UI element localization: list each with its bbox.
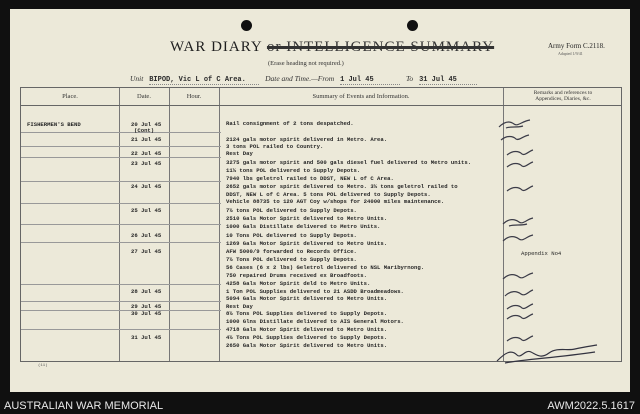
summary-line: Vehicle 88735 to 120 AGT Coy w/shops for 24000 miles maintenance. bbox=[226, 198, 445, 205]
summary-line: Rest Day bbox=[226, 303, 253, 310]
column-header-remarks: Remarks and references to Appendices, Diaries, &c. bbox=[533, 90, 593, 102]
army-form-note: Adapted 1/9/41 bbox=[558, 51, 583, 56]
unit-line bbox=[130, 74, 477, 85]
initial-mark-icon bbox=[501, 271, 535, 283]
date-entry: 20 Jul 45 bbox=[131, 121, 162, 128]
credit-institution: AUSTRALIAN WAR MEMORIAL bbox=[4, 400, 164, 412]
date-entry: 23 Jul 45 bbox=[131, 160, 162, 167]
summary-line: 1000 Gals Distillate delivered to Metro Units. bbox=[226, 223, 381, 230]
summary-line: 1 Ton POL Supplies delivered to 21 ASDD Broadmeadows. bbox=[226, 288, 404, 295]
summary-line: 4½ Tons POL Supplies delivered to Supply Depots. bbox=[226, 334, 388, 341]
date-entry: 28 Jul 45 bbox=[131, 288, 162, 295]
title-main: WAR DIARY bbox=[170, 39, 263, 55]
punch-hole-left bbox=[241, 20, 252, 31]
initial-mark-icon bbox=[501, 216, 535, 228]
diary-table bbox=[20, 87, 622, 362]
summary-line: 2652 gals motor spirit delivered to Metro. 3½ tons geletrol railed to bbox=[226, 183, 458, 190]
summary-line: 1000 Glns Distillate delivered to AIS General Motors. bbox=[226, 318, 404, 325]
date-entry: 29 Jul 45 bbox=[131, 303, 162, 310]
date-time-label: Date and Time.—From bbox=[265, 74, 335, 83]
summary-line: 2510 Gals Motor Spirit delivered to Metro Units. bbox=[226, 215, 388, 222]
initial-mark-icon bbox=[503, 288, 535, 300]
initial-mark-icon bbox=[505, 312, 535, 322]
summary-line: 7½ Tons POL delivered to Supply Depots. bbox=[226, 256, 357, 263]
summary-line: AFW 5000/9 forwarded to Records Office. bbox=[226, 248, 357, 255]
initial-mark-icon bbox=[505, 148, 535, 159]
summary-line: 2650 Gals Motor Spirit delivered to Metro Units. bbox=[226, 342, 388, 349]
date-entry: 22 Jul 45 bbox=[131, 150, 162, 157]
summary-line: 750 repaired Drums received ex Broadfoots. bbox=[226, 272, 367, 279]
date-entry: 31 Jul 45 bbox=[131, 334, 162, 341]
page-title bbox=[170, 39, 494, 56]
from-date: 1 Jul 45 bbox=[340, 76, 400, 85]
diary-page bbox=[10, 9, 630, 392]
date-entry: 21 Jul 45 bbox=[131, 136, 162, 143]
initial-mark-icon bbox=[497, 118, 533, 132]
initial-mark-icon bbox=[501, 233, 535, 245]
date-entry: 25 Jul 45 bbox=[131, 207, 162, 214]
summary-line: 4718 Gals Motor Spirit delivered to Metro Units. bbox=[226, 326, 388, 333]
date-entry: 24 Jul 45 bbox=[131, 183, 162, 190]
to-date: 31 Jul 45 bbox=[419, 76, 477, 85]
initial-mark-icon bbox=[499, 133, 531, 144]
initial-mark-icon bbox=[505, 184, 535, 195]
subtitle: (Erase heading not required.) bbox=[268, 60, 344, 67]
summary-line: 3 tons POL railed to Country. bbox=[226, 143, 324, 150]
summary-line: 1269 Gals Motor Spirit delivered to Metro Units. bbox=[226, 240, 388, 247]
column-header-date: Date. bbox=[137, 93, 151, 100]
date-entry: 27 Jul 45 bbox=[131, 248, 162, 255]
date-entry: 30 Jul 45 bbox=[131, 310, 162, 317]
summary-line: 8½ Tons POL Supplies delivered to Supply Depots. bbox=[226, 310, 388, 317]
date-entry: 26 Jul 45 bbox=[131, 232, 162, 239]
column-header-place: Place. bbox=[62, 93, 78, 100]
initial-mark-icon bbox=[505, 302, 535, 312]
summary-line: 3275 gals motor spirit and 500 gals diesel fuel delivered to Metro units. bbox=[226, 159, 472, 166]
column-header-summary: Summary of Events and Information. bbox=[312, 93, 410, 100]
summary-line: 7940 lbs geletrol railed to DDST, NEW L of C Area. bbox=[226, 175, 394, 182]
initial-mark-icon bbox=[505, 160, 535, 171]
unit-label: Unit bbox=[130, 74, 144, 83]
credit-accession-number: AWM2022.5.1617 bbox=[547, 400, 635, 412]
to-label: To bbox=[405, 74, 414, 83]
unit-value: BIPOD, Vic L of C Area. bbox=[149, 76, 259, 85]
summary-line: Rest Day bbox=[226, 150, 253, 157]
summary-line: DDST, NEW L of C Area. 5 tons POL delivered to Supply Depots. bbox=[226, 191, 431, 198]
summary-line: Rail consignment of 2 tons despatched. bbox=[226, 120, 354, 127]
place-entry: FISHERMEN'S BEND bbox=[27, 121, 81, 128]
signature-icon bbox=[495, 343, 599, 365]
title-struck: or INTELLIGENCE SUMMARY bbox=[266, 39, 495, 55]
column-header-hour: Hour. bbox=[186, 93, 202, 100]
summary-line: 10 Tons POL delivered to Supply Depots. bbox=[226, 232, 357, 239]
summary-line: 11½ tons POL delivered to Supply Depots. bbox=[226, 167, 361, 174]
summary-line: 7½ tons POL delivered to Supply Depots. bbox=[226, 207, 357, 214]
date-entry: (Cont) bbox=[134, 127, 155, 134]
form-footer-mark: (11) bbox=[38, 364, 48, 368]
punch-hole-right bbox=[407, 20, 418, 31]
summary-line: 2124 gals motor spirit delivered in Metro. Area. bbox=[226, 136, 388, 143]
summary-line: 4258 Gals Motor Spirit deld to Metro Units. bbox=[226, 280, 371, 287]
summary-line: 56 Cases (6 x 2 lbs) Geletrol delivered to NSL Maribyrnong. bbox=[226, 264, 425, 271]
summary-line: 5094 Gals Motor Spirit delivered to Metro Units. bbox=[226, 295, 388, 302]
appendix-reference: Appendix No4 bbox=[521, 250, 562, 257]
army-form-number: Army Form C.2118. bbox=[548, 42, 605, 50]
